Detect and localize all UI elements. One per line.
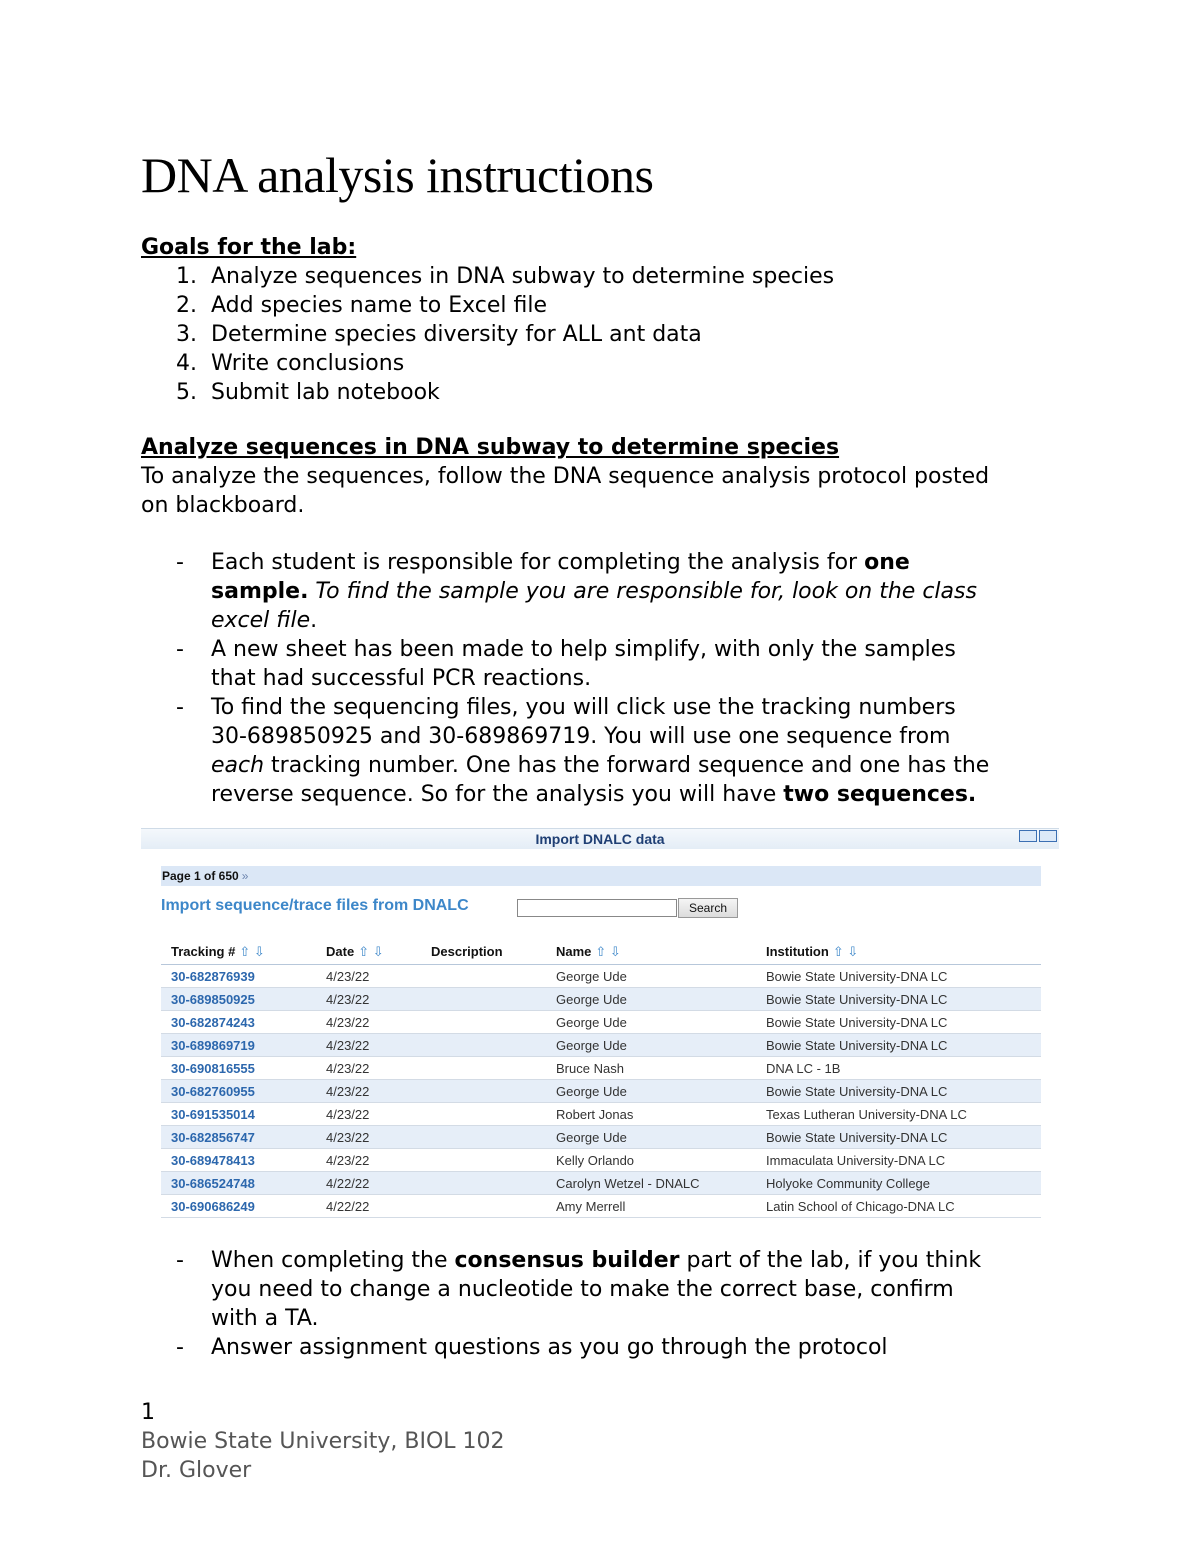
table-cell: 4/23/22 xyxy=(316,1057,421,1080)
window-title: Import DNALC data xyxy=(535,831,665,847)
table-cell: 4/23/22 xyxy=(316,1149,421,1172)
table-row xyxy=(161,965,1041,988)
item-text: When completing the xyxy=(211,1248,455,1273)
column-header[interactable] xyxy=(421,939,546,965)
item-bold: one xyxy=(864,550,910,575)
goal-text: Write conclusions xyxy=(211,351,405,376)
column-header[interactable] xyxy=(756,939,1041,965)
tracking-link[interactable]: 30-682760955 xyxy=(161,1080,316,1103)
column-header-label: Tracking # xyxy=(171,943,236,959)
table-cell xyxy=(421,1034,546,1057)
dash-marker: - xyxy=(176,695,184,720)
item-bold: two sequences. xyxy=(783,782,977,807)
table-cell: 4/23/22 xyxy=(316,988,421,1011)
goal-text: Analyze sequences in DNA subway to determine species xyxy=(211,264,835,289)
sort-arrows-icon[interactable]: ⇧ ⇩ xyxy=(832,943,859,959)
page-label: Page 1 of 650 xyxy=(162,869,239,883)
item-text: that had successful PCR reactions. xyxy=(211,666,592,691)
page-number: 1 xyxy=(141,1400,155,1425)
goal-number xyxy=(141,262,211,291)
tracking-link[interactable]: 30-690816555 xyxy=(161,1057,316,1080)
table-cell: Bruce Nash xyxy=(546,1057,756,1080)
goal-number-text: 2. xyxy=(176,293,197,318)
table-cell: DNA LC - 1B xyxy=(756,1057,1041,1080)
goal-item xyxy=(141,291,834,320)
instructions-list xyxy=(141,548,1066,809)
table-row xyxy=(161,1126,1041,1149)
goal-number-text: 3. xyxy=(176,322,197,347)
goals-list xyxy=(141,262,834,407)
item-text: Answer assignment questions as you go through the protocol xyxy=(211,1335,888,1360)
dash-marker: - xyxy=(176,550,184,575)
table-cell: George Ude xyxy=(546,1126,756,1149)
table-cell: George Ude xyxy=(546,1034,756,1057)
table-row xyxy=(161,1034,1041,1057)
page-title: DNA analysis instructions xyxy=(141,147,654,203)
goal-number-text: 1. xyxy=(176,264,197,289)
tracking-link[interactable]: 30-689478413 xyxy=(161,1149,316,1172)
dash-marker: - xyxy=(176,637,184,662)
table-cell: Texas Lutheran University-DNA LC xyxy=(756,1103,1041,1126)
goal-text: Submit lab notebook xyxy=(211,380,440,405)
pagination-bar xyxy=(161,866,1041,886)
search-button[interactable]: Search xyxy=(678,898,738,918)
table-row xyxy=(161,1103,1041,1126)
table-cell: Kelly Orlando xyxy=(546,1149,756,1172)
goal-number xyxy=(141,291,211,320)
table-cell: Bowie State University-DNA LC xyxy=(756,1080,1041,1103)
column-header-label: Date xyxy=(326,943,355,959)
item-bold: consensus builder xyxy=(454,1248,680,1273)
item-text: . xyxy=(310,608,318,633)
table-cell: 4/22/22 xyxy=(316,1172,421,1195)
tracking-link[interactable]: 30-690686249 xyxy=(161,1195,316,1218)
item-italic: each xyxy=(211,753,265,778)
tracking-link[interactable]: 30-689869719 xyxy=(161,1034,316,1057)
item-text: you need to change a nucleotide to make the correct base, confirm xyxy=(211,1277,954,1302)
table-cell xyxy=(421,1057,546,1080)
table-row xyxy=(161,1080,1041,1103)
item-text: with a TA. xyxy=(211,1306,319,1331)
item-text: part of the lab, if you think xyxy=(679,1248,982,1273)
table-cell: George Ude xyxy=(546,988,756,1011)
goal-number-text: 4. xyxy=(176,351,197,376)
sort-arrows-icon[interactable]: ⇧ ⇩ xyxy=(595,943,621,959)
item-bold: sample. xyxy=(211,579,309,604)
goal-item xyxy=(141,320,834,349)
table-cell xyxy=(421,1149,546,1172)
table-body xyxy=(161,965,1041,1218)
table-cell: Bowie State University-DNA LC xyxy=(756,988,1041,1011)
column-header[interactable] xyxy=(161,939,316,965)
table-cell xyxy=(421,1172,546,1195)
tracking-link[interactable]: 30-682856747 xyxy=(161,1126,316,1149)
item-text: Each student is responsible for completing the analysis for xyxy=(211,550,865,575)
list-item xyxy=(141,1246,1066,1333)
search-input[interactable] xyxy=(517,899,677,917)
goal-number xyxy=(141,349,211,378)
list-item xyxy=(141,1333,1066,1362)
item-italic: excel file xyxy=(211,608,311,633)
table-cell xyxy=(421,1080,546,1103)
analyze-intro xyxy=(141,462,1061,520)
table-cell xyxy=(421,1011,546,1034)
column-header[interactable] xyxy=(546,939,756,965)
tracking-link[interactable]: 30-689850925 xyxy=(161,988,316,1011)
goal-text: Determine species diversity for ALL ant data xyxy=(211,322,702,347)
window-controls xyxy=(1019,830,1057,842)
table-cell: Bowie State University-DNA LC xyxy=(756,1126,1041,1149)
tracking-link[interactable]: 30-691535014 xyxy=(161,1103,316,1126)
column-header-label: Description xyxy=(431,944,503,959)
table-cell: George Ude xyxy=(546,1011,756,1034)
table-row xyxy=(161,1195,1041,1218)
sort-arrows-icon[interactable]: ⇧ ⇩ xyxy=(358,943,384,959)
goal-item xyxy=(141,262,834,291)
table-cell: Bowie State University-DNA LC xyxy=(756,1011,1041,1034)
item-text: 30-689850925 and 30-689869719. You will use one sequence from xyxy=(211,724,951,749)
tracking-link[interactable]: 30-682876939 xyxy=(161,965,316,988)
goal-item xyxy=(141,349,834,378)
maximize-icon[interactable] xyxy=(1039,830,1057,842)
list-item xyxy=(141,635,1066,693)
table-cell: Immaculata University-DNA LC xyxy=(756,1149,1041,1172)
table-cell: 4/23/22 xyxy=(316,1103,421,1126)
goals-heading: Goals for the lab: xyxy=(141,235,357,260)
dnalc-import-screenshot xyxy=(141,828,1059,1218)
analyze-heading: Analyze sequences in DNA subway to determine species xyxy=(141,435,840,460)
table-cell: Holyoke Community College xyxy=(756,1172,1041,1195)
dash-marker: - xyxy=(176,1248,184,1273)
tracking-table xyxy=(161,939,1041,1218)
item-text: To find the sequencing files, you will click use the tracking numbers xyxy=(211,695,956,720)
table-cell: Carolyn Wetzel - DNALC xyxy=(546,1172,756,1195)
column-header[interactable] xyxy=(316,939,421,965)
analyze-intro-line2: on blackboard. xyxy=(141,493,305,518)
item-text: A new sheet has been made to help simplify, with only the samples xyxy=(211,637,956,662)
column-header-label: Institution xyxy=(766,943,829,959)
table-row xyxy=(161,1172,1041,1195)
table-cell: 4/23/22 xyxy=(316,1011,421,1034)
footer-course: Bowie State University, BIOL 102 xyxy=(141,1429,505,1454)
table-cell: Bowie State University-DNA LC xyxy=(756,1034,1041,1057)
table-row xyxy=(161,988,1041,1011)
table-row xyxy=(161,1149,1041,1172)
dash-marker: - xyxy=(176,1335,184,1360)
window-header xyxy=(141,828,1059,849)
column-header-label: Name xyxy=(556,943,592,959)
import-label: Import sequence/trace files from DNALC xyxy=(161,897,469,914)
goal-number xyxy=(141,378,211,407)
table-row xyxy=(161,1057,1041,1080)
item-text: tracking number. One has the forward sequence and one has the xyxy=(264,753,990,778)
list-item xyxy=(141,548,1066,635)
table-cell: 4/23/22 xyxy=(316,1034,421,1057)
goal-number xyxy=(141,320,211,349)
table-cell: George Ude xyxy=(546,965,756,988)
goal-item xyxy=(141,378,834,407)
table-cell: George Ude xyxy=(546,1080,756,1103)
table-cell: 4/22/22 xyxy=(316,1195,421,1218)
table-cell: 4/23/22 xyxy=(316,965,421,988)
next-page-icon[interactable]: » xyxy=(241,869,249,883)
tracking-link[interactable]: 30-682874243 xyxy=(161,1011,316,1034)
item-text: reverse sequence. So for the analysis you will have xyxy=(211,782,784,807)
analyze-intro-line1: To analyze the sequences, follow the DNA sequence analysis protocol posted xyxy=(141,464,990,489)
sort-arrows-icon[interactable]: ⇧ ⇩ xyxy=(239,943,265,959)
table-cell xyxy=(421,988,546,1011)
item-italic: To find the sample you are responsible for, look on the class xyxy=(308,579,977,604)
table-header-row xyxy=(161,939,1041,965)
table-row xyxy=(161,1011,1041,1034)
table-cell: Bowie State University-DNA LC xyxy=(756,965,1041,988)
list-item xyxy=(141,693,1066,809)
table-cell xyxy=(421,1195,546,1218)
goal-number-text: 5. xyxy=(176,380,197,405)
table-cell xyxy=(421,1103,546,1126)
minimize-icon[interactable] xyxy=(1019,830,1037,842)
instructions-list-continued xyxy=(141,1246,1066,1362)
table-cell: 4/23/22 xyxy=(316,1080,421,1103)
table-cell: Amy Merrell xyxy=(546,1195,756,1218)
footer-instructor: Dr. Glover xyxy=(141,1458,252,1483)
table-cell xyxy=(421,965,546,988)
goal-text: Add species name to Excel file xyxy=(211,293,547,318)
table-cell: Latin School of Chicago-DNA LC xyxy=(756,1195,1041,1218)
table-cell xyxy=(421,1126,546,1149)
table-cell: Robert Jonas xyxy=(546,1103,756,1126)
table-cell: 4/23/22 xyxy=(316,1126,421,1149)
tracking-link[interactable]: 30-686524748 xyxy=(161,1172,316,1195)
